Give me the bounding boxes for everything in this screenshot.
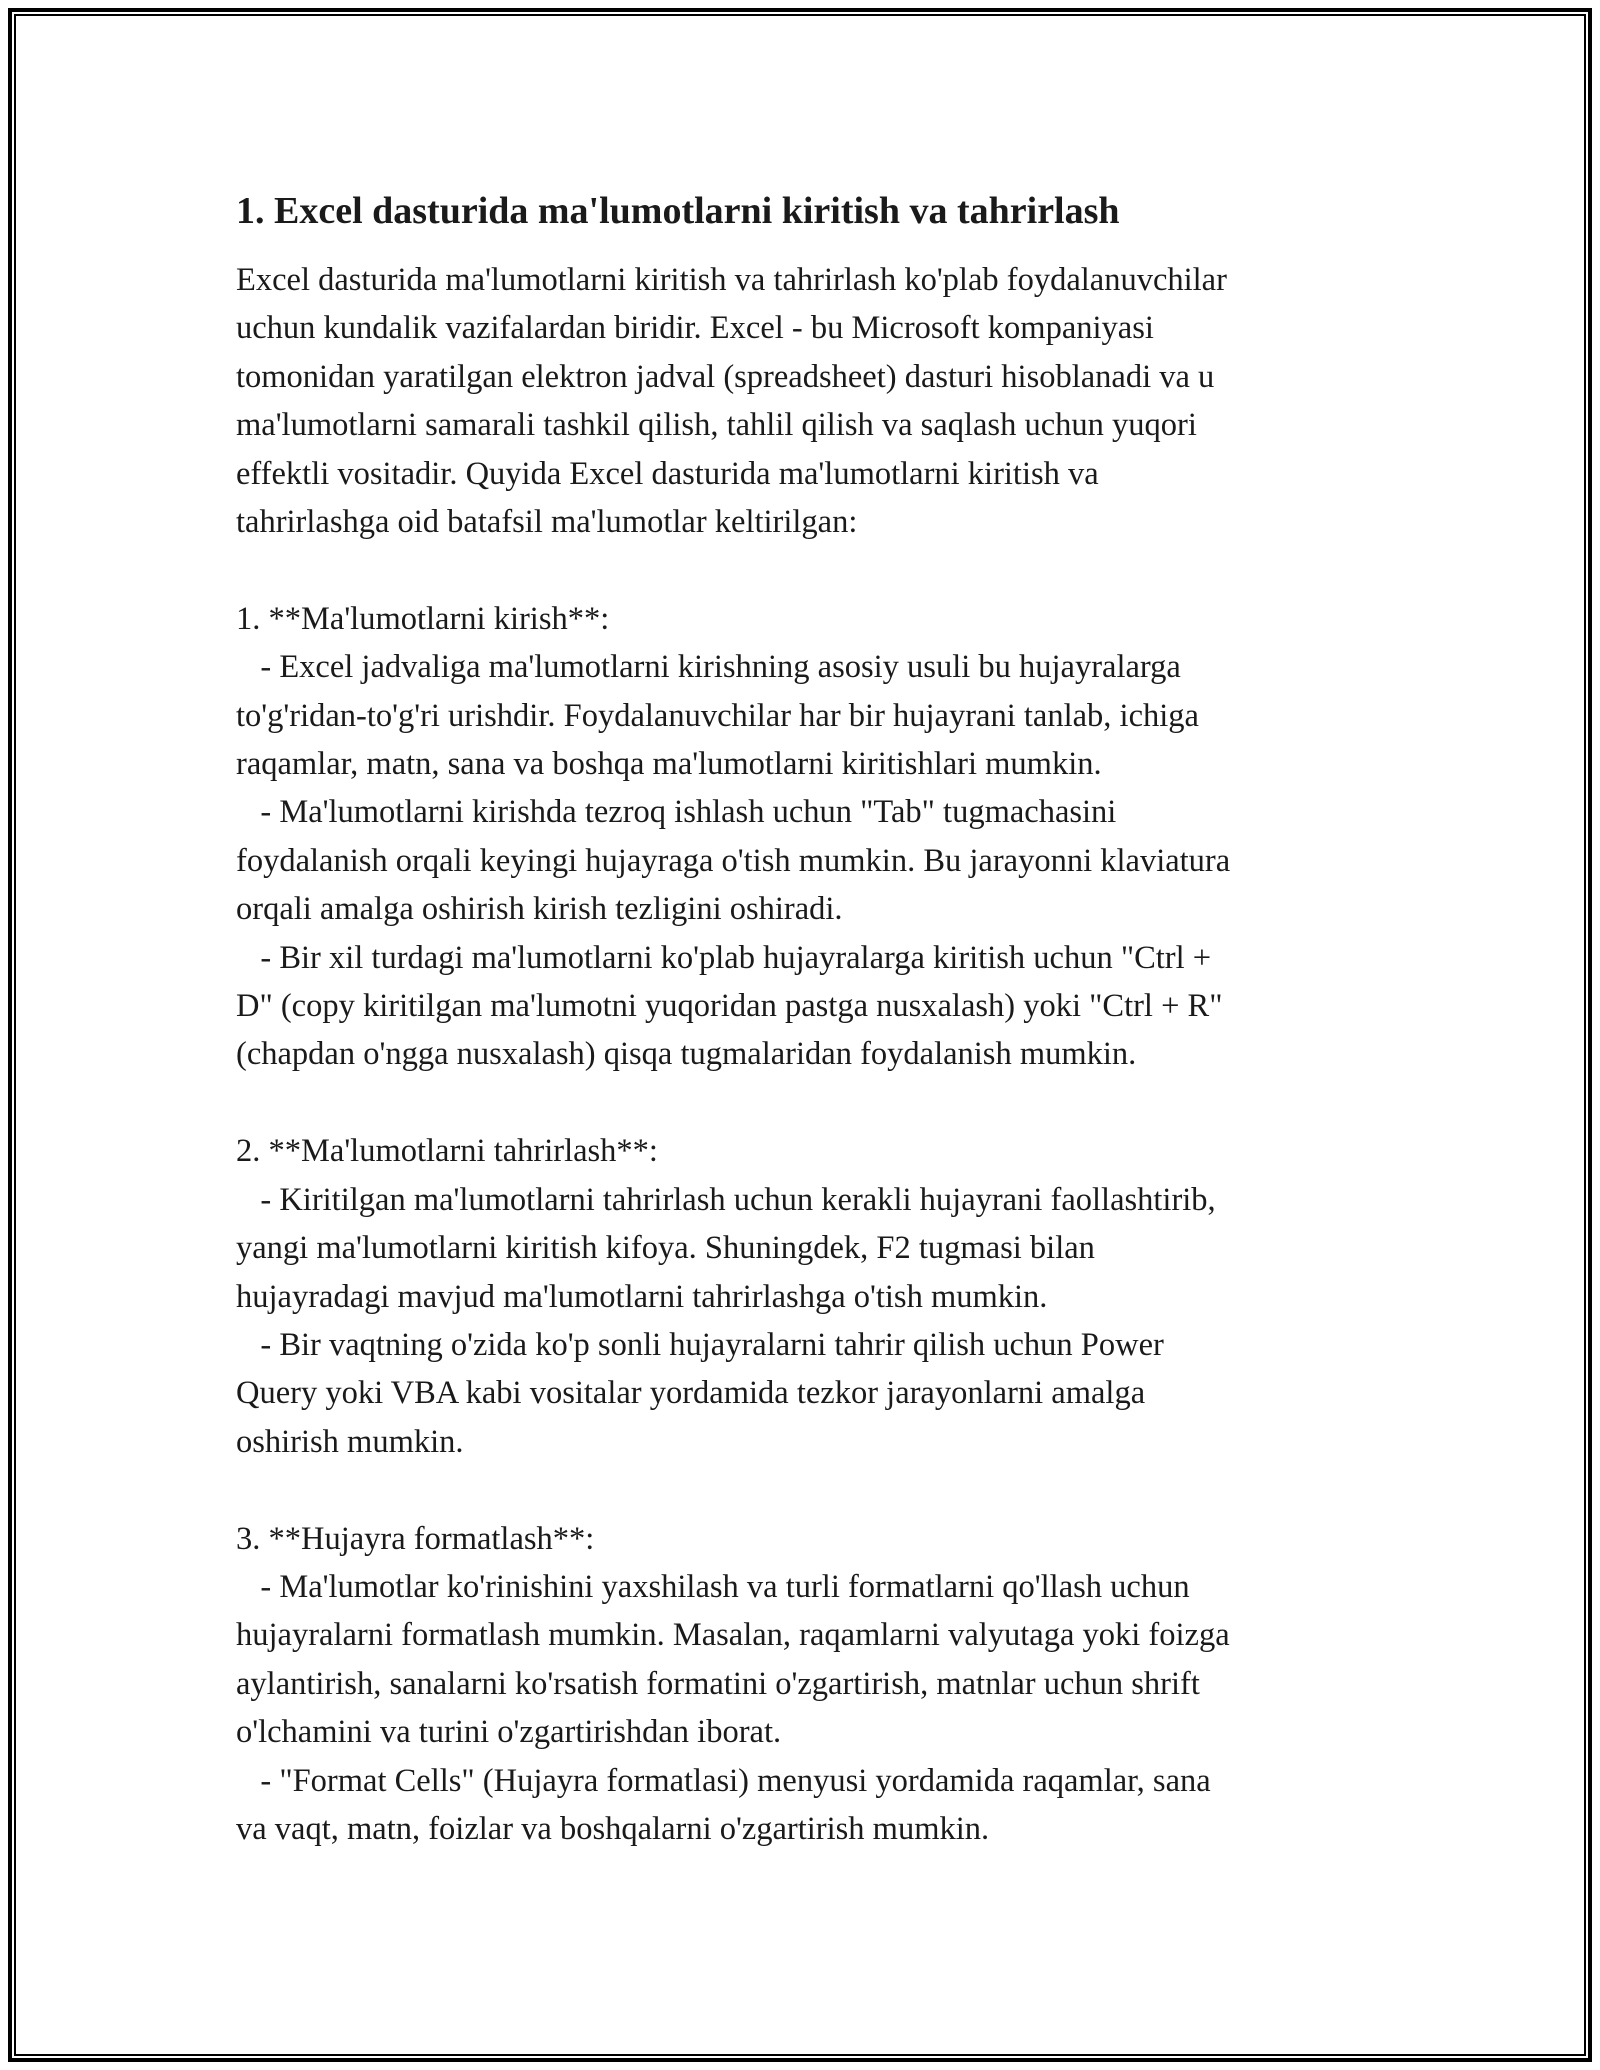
body-line: va vaqt, matn, foizlar va boshqalarni o'zgartirish mumkin.: [236, 1810, 990, 1847]
body-line: foydalanish orqali keyingi hujayraga o'tish mumkin. Bu jarayonni klaviatura: [236, 842, 1231, 879]
body-line: o'lchamini va turini o'zgartirishdan iborat.: [236, 1714, 782, 1751]
document-content: [236, 186, 1366, 1853]
document-body: [236, 256, 1366, 1853]
body-line: hujayralarni formatlash mumkin. Masalan, raqamlarni valyutaga yoki foizga: [236, 1617, 1230, 1654]
body-line: effektli vositadir. Quyida Excel dasturida ma'lumotlarni kiritish va: [236, 455, 1099, 492]
body-line: (chapdan o'ngga nusxalash) qisqa tugmalaridan foydalanish mumkin.: [236, 1036, 1137, 1073]
body-line: Excel dasturida ma'lumotlarni kiritish va tahrirlash ko'plab foydalanuvchilar: [236, 262, 1227, 298]
body-line: oshirish mumkin.: [236, 1423, 464, 1460]
body-line: Query yoki VBA kabi vositalar yordamida tezkor jarayonlarni amalga: [236, 1375, 1146, 1412]
body-line: 2. **Ma'lumotlarni tahrirlash**:: [236, 1133, 658, 1170]
body-line: raqamlar, matn, sana va boshqa ma'lumotlarni kiritishlari mumkin.: [236, 746, 1102, 783]
body-line: - Excel jadvaliga ma'lumotlarni kirishning asosiy usuli bu hujayralarga: [236, 649, 1181, 686]
body-line: yangi ma'lumotlarni kiritish kifoya. Shuningdek, F2 tugmasi bilan: [236, 1230, 1095, 1267]
body-line: - Kiritilgan ma'lumotlarni tahrirlash uchun kerakli hujayrani faollashtirib,: [236, 1181, 1216, 1218]
body-line: hujayradagi mavjud ma'lumotlarni tahrirlashga o'tish mumkin.: [236, 1278, 1048, 1315]
body-line: - Bir xil turdagi ma'lumotlarni ko'plab hujayralarga kiritish uchun "Ctrl +: [236, 939, 1212, 976]
blank-line: [236, 1466, 1366, 1514]
body-line: tomonidan yaratilgan elektron jadval (spreadsheet) dasturi hisoblanadi va u: [236, 358, 1215, 395]
blank-line: [236, 1079, 1366, 1127]
body-line: - Bir vaqtning o'zida ko'p sonli hujayralarni tahrir qilish uchun Power: [236, 1326, 1164, 1363]
body-line: uchun kundalik vazifalardan biridir. Excel - bu Microsoft kompaniyasi: [236, 310, 1154, 347]
body-line: to'g'ridan-to'g'ri urishdir. Foydalanuvchilar har bir hujayrani tanlab, ichiga: [236, 697, 1199, 734]
body-line: tahrirlashga oid batafsil ma'lumotlar keltirilgan:: [236, 504, 858, 541]
body-line: orqali amalga oshirish kirish tezligini oshiradi.: [236, 891, 843, 928]
body-line: - Ma'lumotlarni kirishda tezroq ishlash uchun "Tab" tugmachasini: [236, 794, 1117, 831]
body-line: D" (copy kiritilgan ma'lumotni yuqoridan pastga nusxalash) yoki "Ctrl + R": [236, 988, 1223, 1025]
document-title: 1. Excel dasturida ma'lumotlarni kiritish va tahrirlash: [236, 190, 1120, 232]
blank-line: [236, 546, 1366, 594]
body-line: - Ma'lumotlar ko'rinishini yaxshilash va turli formatlarni qo'llash uchun: [236, 1568, 1190, 1605]
body-line: ma'lumotlarni samarali tashkil qilish, tahlil qilish va saqlash uchun yuqori: [236, 407, 1197, 444]
body-line: 1. **Ma'lumotlarni kirish**:: [236, 600, 610, 637]
body-line: 3. **Hujayra formatlash**:: [236, 1520, 595, 1557]
body-line: - "Format Cells" (Hujayra formatlasi) menyusi yordamida raqamlar, sana: [236, 1762, 1211, 1799]
body-line: aylantirish, sanalarni ko'rsatish formatini o'zgartirish, matnlar uchun shrift: [236, 1665, 1200, 1702]
